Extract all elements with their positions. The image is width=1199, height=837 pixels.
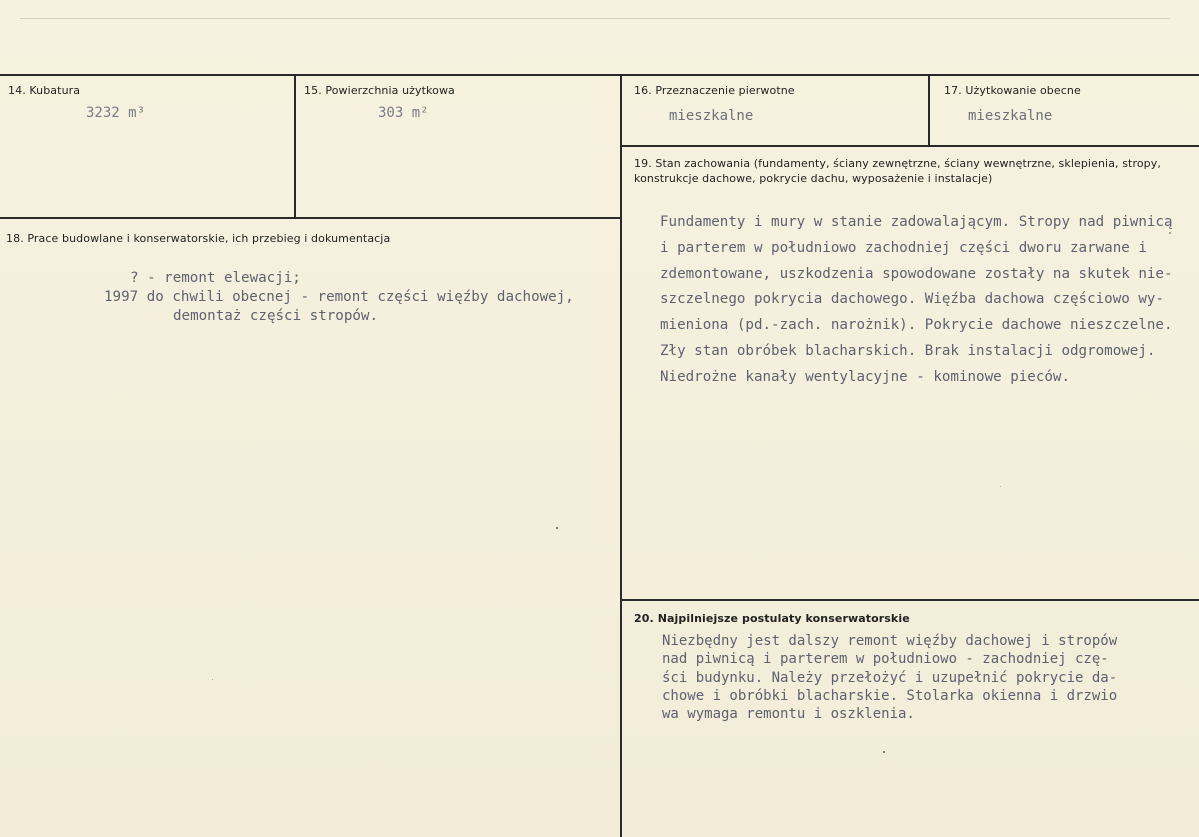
rule-under-14-15 <box>0 217 622 219</box>
przeznaczenie-label: 16. Przeznaczenie pierwotne <box>634 84 795 97</box>
rule-above-20 <box>620 599 1199 601</box>
text-line: mieniona (pd.-zach. narożnik). Pokrycie dachowe nieszczelne. <box>660 317 1173 334</box>
uzytkowanie-value: mieszkalne <box>968 108 1053 124</box>
text-line: wa wymaga remontu i oszklenia. <box>662 706 915 723</box>
stan-text <box>660 210 1173 391</box>
paper-speck <box>212 679 213 680</box>
powierzchnia-label: 15. Powierzchnia użytkowa <box>304 84 455 97</box>
paper-speck <box>883 751 885 753</box>
stan-label: 19. Stan zachowania (fundamenty, ściany zewnętrzne, ściany wewnętrzne, sklepienia, stropy, konstrukcje dachowe, pokrycie dachu, wyposażenie i instalacje) <box>634 157 1161 185</box>
rule-under-16-17 <box>620 145 1199 147</box>
text-line: ? - remont elewacji; <box>130 270 301 286</box>
powierzchnia-value: 303 m² <box>378 105 429 121</box>
text-line: ści budynku. Należy przełożyć i uzupełnić pokrycie da- <box>662 669 1118 686</box>
text-line: chowe i obróbki blacharskie. Stolarka okienna i drzwio <box>662 687 1118 704</box>
uzytkowanie-label: 17. Użytkowanie obecne <box>944 84 1081 97</box>
text-line: zdemontowane, uszkodzenia spowodowane zostały na skutek nie- <box>660 265 1173 282</box>
postulaty-text <box>662 632 1117 723</box>
divider-14-15 <box>294 74 296 218</box>
prace-text <box>104 269 574 326</box>
postulaty-label: 20. Najpilniejsze postulaty konserwatorskie <box>634 612 910 625</box>
top-rule <box>0 74 1199 76</box>
text-line: Niedrożne kanały wentylacyjne - kominowe pieców. <box>660 368 1070 385</box>
paper-speck <box>1000 486 1001 487</box>
divider-16-17 <box>928 74 930 146</box>
text-line: Fundamenty i mury w stanie zadowalającym. Stropy nad piwnicą <box>660 214 1173 230</box>
divider-left-right <box>620 74 622 837</box>
kubatura-value: 3232 m³ <box>86 105 146 121</box>
text-line: szczelnego pokrycia dachowego. Więźba dachowa częściowo wy- <box>660 291 1164 308</box>
top-faint-line <box>20 18 1170 19</box>
text-line: i parterem w południowo zachodniej części dworu zarwane i <box>660 239 1147 256</box>
prace-label: 18. Prace budowlane i konserwatorskie, ich przebieg i dokumentacja <box>6 232 391 245</box>
text-line: nad piwnicą i parterem w południowo - zachodniej czę- <box>662 651 1109 668</box>
text-line: Zły stan obróbek blacharskich. Brak instalacji odgromowej. <box>660 342 1156 359</box>
paper-speck <box>556 527 558 529</box>
text-line: 1997 do chwili obecnej - remont części więźby dachowej, <box>104 289 574 305</box>
paper-speck <box>1169 232 1171 234</box>
przeznaczenie-value: mieszkalne <box>669 108 754 124</box>
text-line: Niezbędny jest dalszy remont więźby dachowej i stropów <box>662 633 1118 649</box>
text-line: demontaż części stropów. <box>173 308 378 324</box>
kubatura-label: 14. Kubatura <box>8 84 81 97</box>
